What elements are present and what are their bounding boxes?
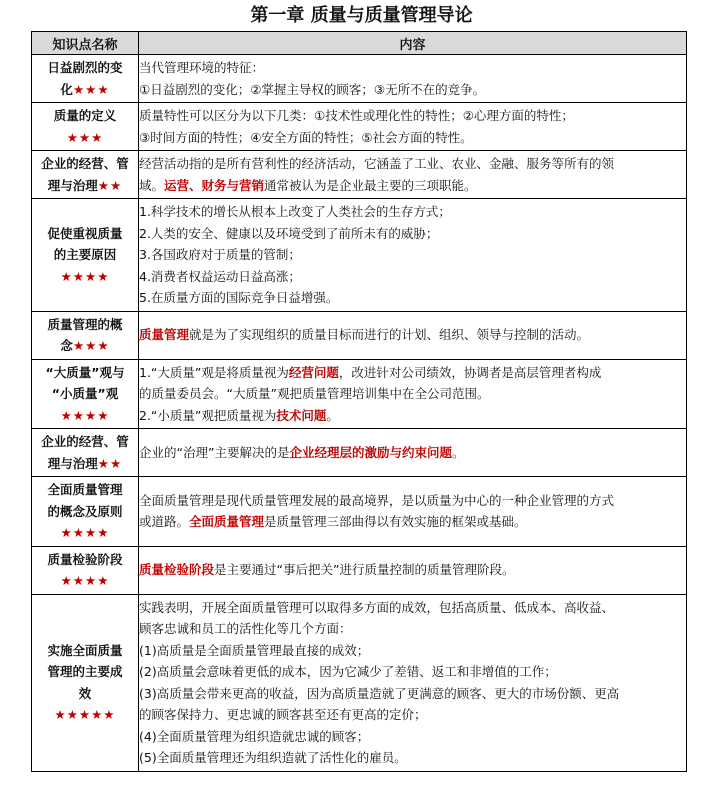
table-row — [32, 199, 687, 312]
content-text: 是主要通过“事后把关”进行质量控制的质量管理阶段。 — [214, 562, 515, 578]
name-line: 效 — [78, 685, 92, 701]
content-line — [139, 153, 686, 175]
content-line — [139, 57, 686, 79]
table-row — [32, 311, 687, 359]
content-line — [139, 266, 686, 288]
content-text: ③时间方面的特性；④安全方面的特性；⑤社会方面的特性。 — [139, 129, 473, 145]
content-line — [139, 597, 686, 619]
content-line — [139, 490, 686, 512]
name-line: “大质量”观与 — [45, 364, 125, 380]
content-line — [139, 201, 686, 223]
table-body — [32, 55, 687, 772]
content-line — [139, 726, 686, 748]
name-line: 理与治理 — [47, 177, 98, 193]
content-text: (5)全面质量管理还为组织造就了活性化的雇员。 — [139, 750, 407, 765]
highlight-text: 企业经理层的激励与约束问题 — [289, 444, 452, 460]
content-text: 当代管理环境的特征： — [139, 60, 265, 75]
name-line: 企业的经营、管 — [41, 156, 129, 171]
knowledge-point-name — [32, 594, 139, 771]
content-text: 就是为了实现组织的质量目标而进行的计划、组织、领导与控制的活动。 — [189, 327, 590, 343]
knowledge-point-content — [139, 55, 687, 103]
knowledge-point-content — [139, 151, 687, 199]
knowledge-point-content — [139, 594, 687, 771]
content-line — [139, 618, 686, 640]
content-line — [139, 362, 686, 384]
content-line — [139, 747, 686, 769]
importance-stars: ★★★ — [72, 81, 110, 97]
knowledge-point-name — [32, 151, 139, 199]
table-row — [32, 477, 687, 547]
content-line — [139, 442, 686, 464]
name-line: 全面质量管理 — [47, 482, 123, 497]
highlight-text: 质量检验阶段 — [139, 562, 215, 578]
highlight-text: 经营问题 — [288, 364, 339, 380]
name-line: 质量管理的概 — [47, 316, 123, 332]
content-text: ①日益剧烈的变化；②掌握主导权的顾客；③无所不在的竞争。 — [139, 81, 486, 97]
content-text: 通常被认为是企业最主要的三项职能。 — [264, 177, 477, 193]
content-text: 或道路。 — [139, 514, 190, 530]
content-text: (1)高质量是全面质量管理最直接的成效； — [139, 642, 370, 658]
name-line: 理与治理 — [47, 455, 98, 471]
content-line — [139, 175, 686, 197]
content-text: (3)高质量会带来更高的收益，因为高质量造就了更满意的顾客、更大的市场份额、更高 — [139, 685, 620, 701]
knowledge-point-name — [32, 55, 139, 103]
content-text: 质量特性可以区分为以下几类：①技术性或理化性的特性；②心理方面的特性； — [139, 108, 574, 123]
content-text: 3.各国政府对于质量的管制； — [139, 247, 301, 262]
importance-stars: ★★★★ — [60, 268, 110, 284]
importance-stars: ★★ — [97, 455, 123, 471]
knowledge-point-name — [32, 199, 139, 312]
content-line — [139, 683, 686, 705]
content-text: 全面质量管理是现代质量管理发展的最高境界，是以质量为中心的一种企业管理的方式 — [139, 492, 615, 508]
knowledge-point-content — [139, 359, 687, 429]
knowledge-point-content — [139, 311, 687, 359]
content-text: 域。 — [139, 177, 165, 193]
content-line — [139, 383, 686, 405]
content-text: 顾客忠诚和员工的活性化等几个方面： — [139, 621, 352, 636]
knowledge-point-content — [139, 199, 687, 312]
content-text: 2.“小质量”观把质量视为 — [139, 407, 277, 423]
content-text: 1.“大质量”观是将质量视为 — [139, 364, 289, 380]
content-line — [139, 559, 686, 581]
knowledge-point-name — [32, 359, 139, 429]
content-text: 企业的“治理”主要解决的是 — [139, 444, 290, 460]
content-line — [139, 511, 686, 533]
page-title: 第一章 质量与质量管理导论 — [250, 5, 473, 26]
importance-stars: ★★ — [97, 177, 123, 193]
name-line: 质量检验阶段 — [47, 551, 123, 567]
importance-stars: ★★★★ — [60, 525, 110, 540]
table-row — [32, 55, 687, 103]
table-row — [32, 429, 687, 477]
content-text: 。 — [451, 444, 465, 460]
name-line: 化 — [60, 81, 73, 97]
knowledge-point-name — [32, 311, 139, 359]
content-text: (4)全面质量管理为组织造就忠诚的顾客； — [139, 728, 370, 744]
knowledge-point-content — [139, 429, 687, 477]
content-text: (2)高质量会意味着更低的成本，因为它减少了差错、返工和非增值的工作； — [139, 664, 557, 679]
content-line — [139, 127, 686, 149]
content-text: 实践表明，开展全面质量管理可以取得多方面的成效，包括高质量、低成本、高收益、 — [139, 599, 615, 615]
table-row — [32, 546, 687, 594]
knowledge-table — [31, 31, 687, 772]
content-line — [139, 704, 686, 726]
content-line — [139, 324, 686, 346]
content-line — [139, 287, 686, 309]
content-line — [139, 244, 686, 266]
content-text: 2.人类的安全、健康以及环境受到了前所未有的威胁； — [139, 225, 439, 241]
knowledge-point-name — [32, 429, 139, 477]
importance-stars: ★★★ — [66, 129, 104, 145]
table-row — [32, 359, 687, 429]
content-line — [139, 105, 686, 127]
content-text: 的顾客保持力、更忠诚的顾客甚至还有更高的定价； — [139, 707, 427, 722]
importance-stars: ★★★★★ — [54, 707, 116, 722]
content-text: 是质量管理三部曲得以有效实施的框架或基础。 — [264, 514, 527, 530]
content-text: 5.在质量方面的国际竞争日益增强。 — [139, 290, 339, 305]
name-line: 质量的定义 — [53, 108, 117, 123]
importance-stars: ★★★ — [72, 338, 110, 353]
header-name: 知识点名称 — [32, 32, 139, 55]
knowledge-point-name — [32, 546, 139, 594]
name-line: 管理的主要成 — [47, 664, 123, 679]
content-text: 的质量委员会。“大质量”观把质量管理培训集中在全公司范围。 — [139, 386, 490, 401]
table-row — [32, 103, 687, 151]
content-line — [139, 223, 686, 245]
knowledge-point-content — [139, 103, 687, 151]
table-row — [32, 594, 687, 771]
importance-stars: ★★★★ — [60, 407, 110, 423]
name-line: 的概念及原则 — [47, 503, 123, 519]
name-line: 促使重视质量 — [47, 225, 123, 241]
name-line: 实施全面质量 — [47, 642, 123, 658]
table-row — [32, 151, 687, 199]
highlight-text: 技术问题 — [276, 407, 327, 423]
knowledge-point-content — [139, 477, 687, 547]
importance-stars: ★★★★ — [60, 573, 110, 588]
name-line: 日益剧烈的变 — [47, 60, 123, 75]
header-content: 内容 — [139, 32, 687, 55]
knowledge-point-content — [139, 546, 687, 594]
content-text: 4.消费者权益运动日益高涨； — [139, 268, 301, 284]
content-line — [139, 405, 686, 427]
content-text: ，改进针对公司绩效，协调者是高层管理者构成 — [338, 364, 602, 380]
content-line — [139, 661, 686, 683]
table-header-row — [32, 32, 687, 55]
name-line: “小质量”观 — [51, 386, 119, 401]
knowledge-point-name — [32, 103, 139, 151]
content-text: 1.科学技术的增长从根本上改变了人类社会的生存方式； — [139, 204, 451, 219]
name-line: 企业的经营、管 — [41, 434, 129, 449]
content-line — [139, 640, 686, 662]
highlight-text: 质量管理 — [139, 327, 190, 343]
knowledge-point-name — [32, 477, 139, 547]
highlight-text: 全面质量管理 — [189, 514, 265, 530]
content-text: 。 — [326, 407, 339, 423]
name-line: 念 — [60, 338, 73, 353]
content-text: 经营活动指的是所有营利性的经济活动，它涵盖了工业、农业、金融、服务等所有的领 — [139, 156, 615, 171]
highlight-text: 运营、财务与营销 — [164, 177, 265, 193]
content-line — [139, 79, 686, 101]
name-line: 的主要原因 — [53, 247, 117, 262]
